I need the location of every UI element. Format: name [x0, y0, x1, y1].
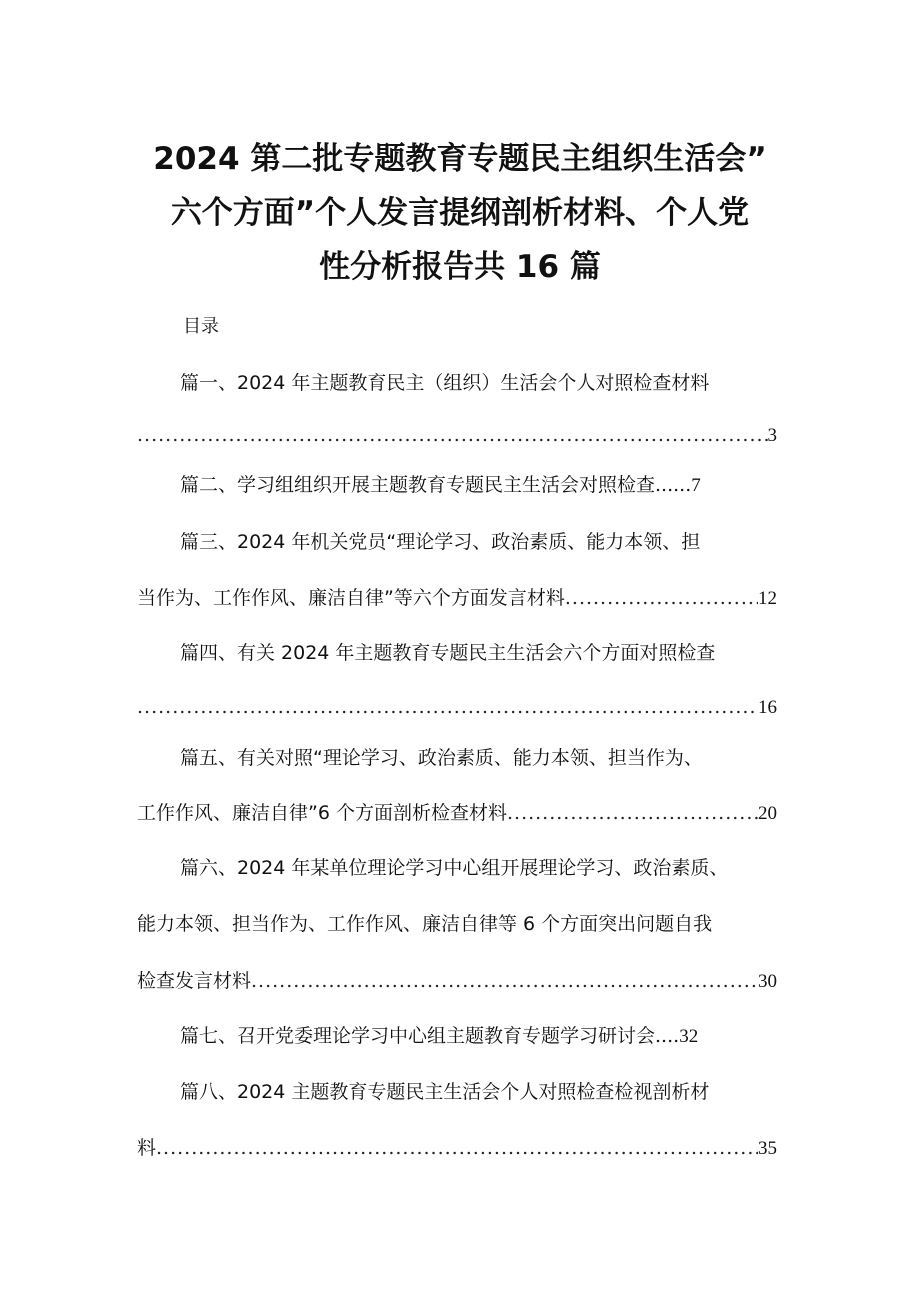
- page-number: 32: [679, 1026, 699, 1047]
- toc-entry-8-title[interactable]: 篇八、2024 主题教育专题民主生活会个人对照检查检视剖析材: [180, 1081, 710, 1103]
- page-number: 16: [758, 697, 777, 718]
- toc-entry-5-leader[interactable]: 工作作风、廉洁自律”6 个方面剖析检查材料 ..... 20: [137, 798, 777, 828]
- dot-leader: [156, 1133, 758, 1163]
- dot-leader: [565, 583, 758, 613]
- page-number: 12: [758, 588, 777, 609]
- document-title: [130, 132, 790, 294]
- toc-entry-3-leader[interactable]: 当作为、工作作风、廉洁自律”等六个方面发言材料 ..... 12: [137, 583, 777, 613]
- title-line-2: 六个方面”个人发言提纲剖析材料、个人党: [170, 195, 750, 231]
- toc-entry-1-leader[interactable]: [137, 420, 777, 450]
- page-number: 35: [758, 1138, 777, 1159]
- toc-entry-6-leader[interactable]: 检查发言材料 ..... 30: [137, 966, 777, 996]
- toc-entry-3-title[interactable]: 篇三、2024 年机关党员“理论学习、政治素质、能力本领、担: [180, 531, 701, 553]
- title-line-3: 性分析报告共 16 篇: [319, 249, 601, 285]
- dot-leader: ......: [655, 474, 692, 496]
- toc-entry-2[interactable]: 篇二、学习组组织开展主题教育专题民主生活会对照检查......7: [180, 474, 701, 496]
- toc-entry-7[interactable]: 篇七、召开党委理论学习中心组主题教育专题学习研讨会....32: [180, 1025, 699, 1047]
- page-number: 3: [767, 425, 777, 446]
- dot-leader: ....: [655, 1025, 680, 1047]
- toc-entry-6-title[interactable]: 篇六、2024 年某单位理论学习中心组开展理论学习、政治素质、: [180, 857, 729, 879]
- toc-entry-1-title[interactable]: 篇一、2024 年主题教育民主（组织）生活会个人对照检查材料: [180, 372, 710, 394]
- toc-entry-4-leader[interactable]: [137, 692, 777, 722]
- dot-leader: [507, 798, 758, 828]
- toc-entry-5-title[interactable]: 篇五、有关对照“理论学习、政治素质、能力本领、担当作为、: [180, 747, 703, 769]
- page-number: 20: [758, 803, 777, 824]
- page-number: 30: [758, 971, 777, 992]
- dot-leader: [137, 692, 758, 722]
- toc-entry-8-leader[interactable]: 料 ..... 35: [137, 1133, 777, 1163]
- dot-leader: [137, 420, 768, 450]
- toc-entry-6-line2[interactable]: 能力本领、担当作为、工作作风、廉洁自律等 6 个方面突出问题自我: [137, 913, 713, 935]
- toc-heading: 目录: [183, 316, 219, 337]
- toc-entry-4-title[interactable]: 篇四、有关 2024 年主题教育专题民主生活会六个方面对照检查: [180, 642, 716, 664]
- dot-leader: [251, 966, 758, 996]
- title-line-1: 2024 第二批专题教育专题民主组织生活会”: [153, 141, 767, 177]
- page-number: 7: [691, 475, 701, 496]
